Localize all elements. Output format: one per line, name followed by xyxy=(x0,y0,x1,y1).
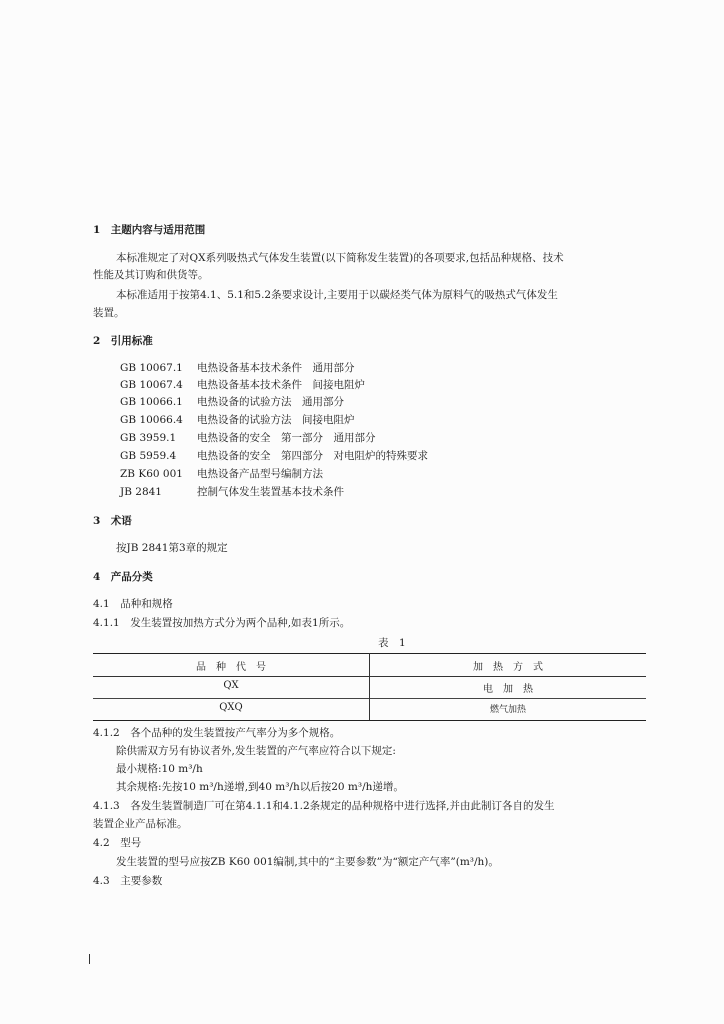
table-cell: QX xyxy=(223,680,239,691)
table-cell: 燃气加热 xyxy=(489,705,526,715)
table-header-cell: 品 种 代 号 xyxy=(196,662,266,673)
table-cell: QXQ xyxy=(219,702,243,713)
section-1-heading: 1 主题内容与适用范围 xyxy=(93,224,206,236)
reference-title: 电热设备产品型号编制方法 xyxy=(197,468,323,480)
section-4-1-1-text: 4.1.1 发生装置按加热方式分为两个品种,如表1所示。 xyxy=(93,617,351,629)
reference-code: ZB K60 001 xyxy=(120,468,183,480)
section-4-1-3-line-2: 装置企业产品标准。 xyxy=(93,818,188,830)
section-2-heading: 2 引用标准 xyxy=(93,335,153,347)
reference-code: GB 5959.4 xyxy=(120,450,177,462)
section-4-1-3-line-1: 4.1.3 各发生装置制造厂可在第4.1.1和4.1.2条规定的品种规格中进行选择,并由此制订各自的发生 xyxy=(93,800,555,812)
reference-title: 电热设备的安全 第四部分 对电阻炉的特殊要求 xyxy=(197,450,428,462)
section-4-1-2-line-1: 4.1.2 各个品种的发生装置按产气率分为多个规格。 xyxy=(93,727,341,739)
reference-title: 电热设备的安全 第一部分 通用部分 xyxy=(197,432,376,444)
table-bottom-rule xyxy=(93,720,646,721)
reference-code: GB 10067.1 xyxy=(120,362,183,374)
reference-title: 电热设备基本技术条件 通用部分 xyxy=(197,362,355,374)
table-header-cell: 加 热 方 式 xyxy=(473,662,543,673)
section-4-1-2-line-2: 除供需双方另有协议者外,发生装置的产气率应符合以下规定: xyxy=(116,745,396,757)
reference-code: GB 3959.1 xyxy=(120,432,177,444)
table-caption: 表 1 xyxy=(378,637,406,649)
reference-title: 电热设备基本技术条件 间接电阻炉 xyxy=(197,379,365,391)
section-4-1-2-line-3: 最小规格:10 m³/h xyxy=(116,763,203,775)
reference-code: GB 10067.4 xyxy=(120,379,183,391)
reference-title: 电热设备的试验方法 间接电阻炉 xyxy=(197,414,355,426)
reference-title: 电热设备的试验方法 通用部分 xyxy=(197,396,344,408)
section-4-3-heading: 4.3 主要参数 xyxy=(93,875,163,887)
reference-title: 控制气体发生装置基本技术条件 xyxy=(197,486,344,498)
section-3-heading: 3 术语 xyxy=(93,515,132,527)
table-cell: 电 加 热 xyxy=(483,684,533,695)
section-1-para-1-line-2: 性能及其订购和供货等。 xyxy=(93,269,209,281)
section-4-2-heading: 4.2 型号 xyxy=(93,837,142,849)
reference-code: GB 10066.4 xyxy=(120,414,183,426)
reference-code: JB 2841 xyxy=(120,486,162,498)
margin-mark xyxy=(89,954,90,964)
section-4-2-text: 发生装置的型号应按ZB K60 001编制,其中的“主要参数”为“额定产气率”(m³/h)。 xyxy=(116,856,499,868)
section-4-heading: 4 产品分类 xyxy=(93,571,153,583)
section-1-para-1-line-1: 本标准规定了对QX系列吸热式气体发生装置(以下简称发生装置)的各项要求,包括品种规格、技术 xyxy=(116,252,564,264)
section-3-text: 按JB 2841第3章的规定 xyxy=(116,542,228,554)
reference-code: GB 10066.1 xyxy=(120,396,183,408)
section-1-para-2-line-2: 装置。 xyxy=(93,307,125,319)
section-4-1-heading: 4.1 品种和规格 xyxy=(93,598,173,610)
section-1-para-2-line-1: 本标准适用于按第4.1、5.1和5.2条要求设计,主要用于以碳烃类气体为原料气的吸热式气体发生 xyxy=(116,289,558,301)
section-4-1-2-line-4: 其余规格:先按10 m³/h递增,到40 m³/h以后按20 m³/h递增。 xyxy=(116,781,404,793)
